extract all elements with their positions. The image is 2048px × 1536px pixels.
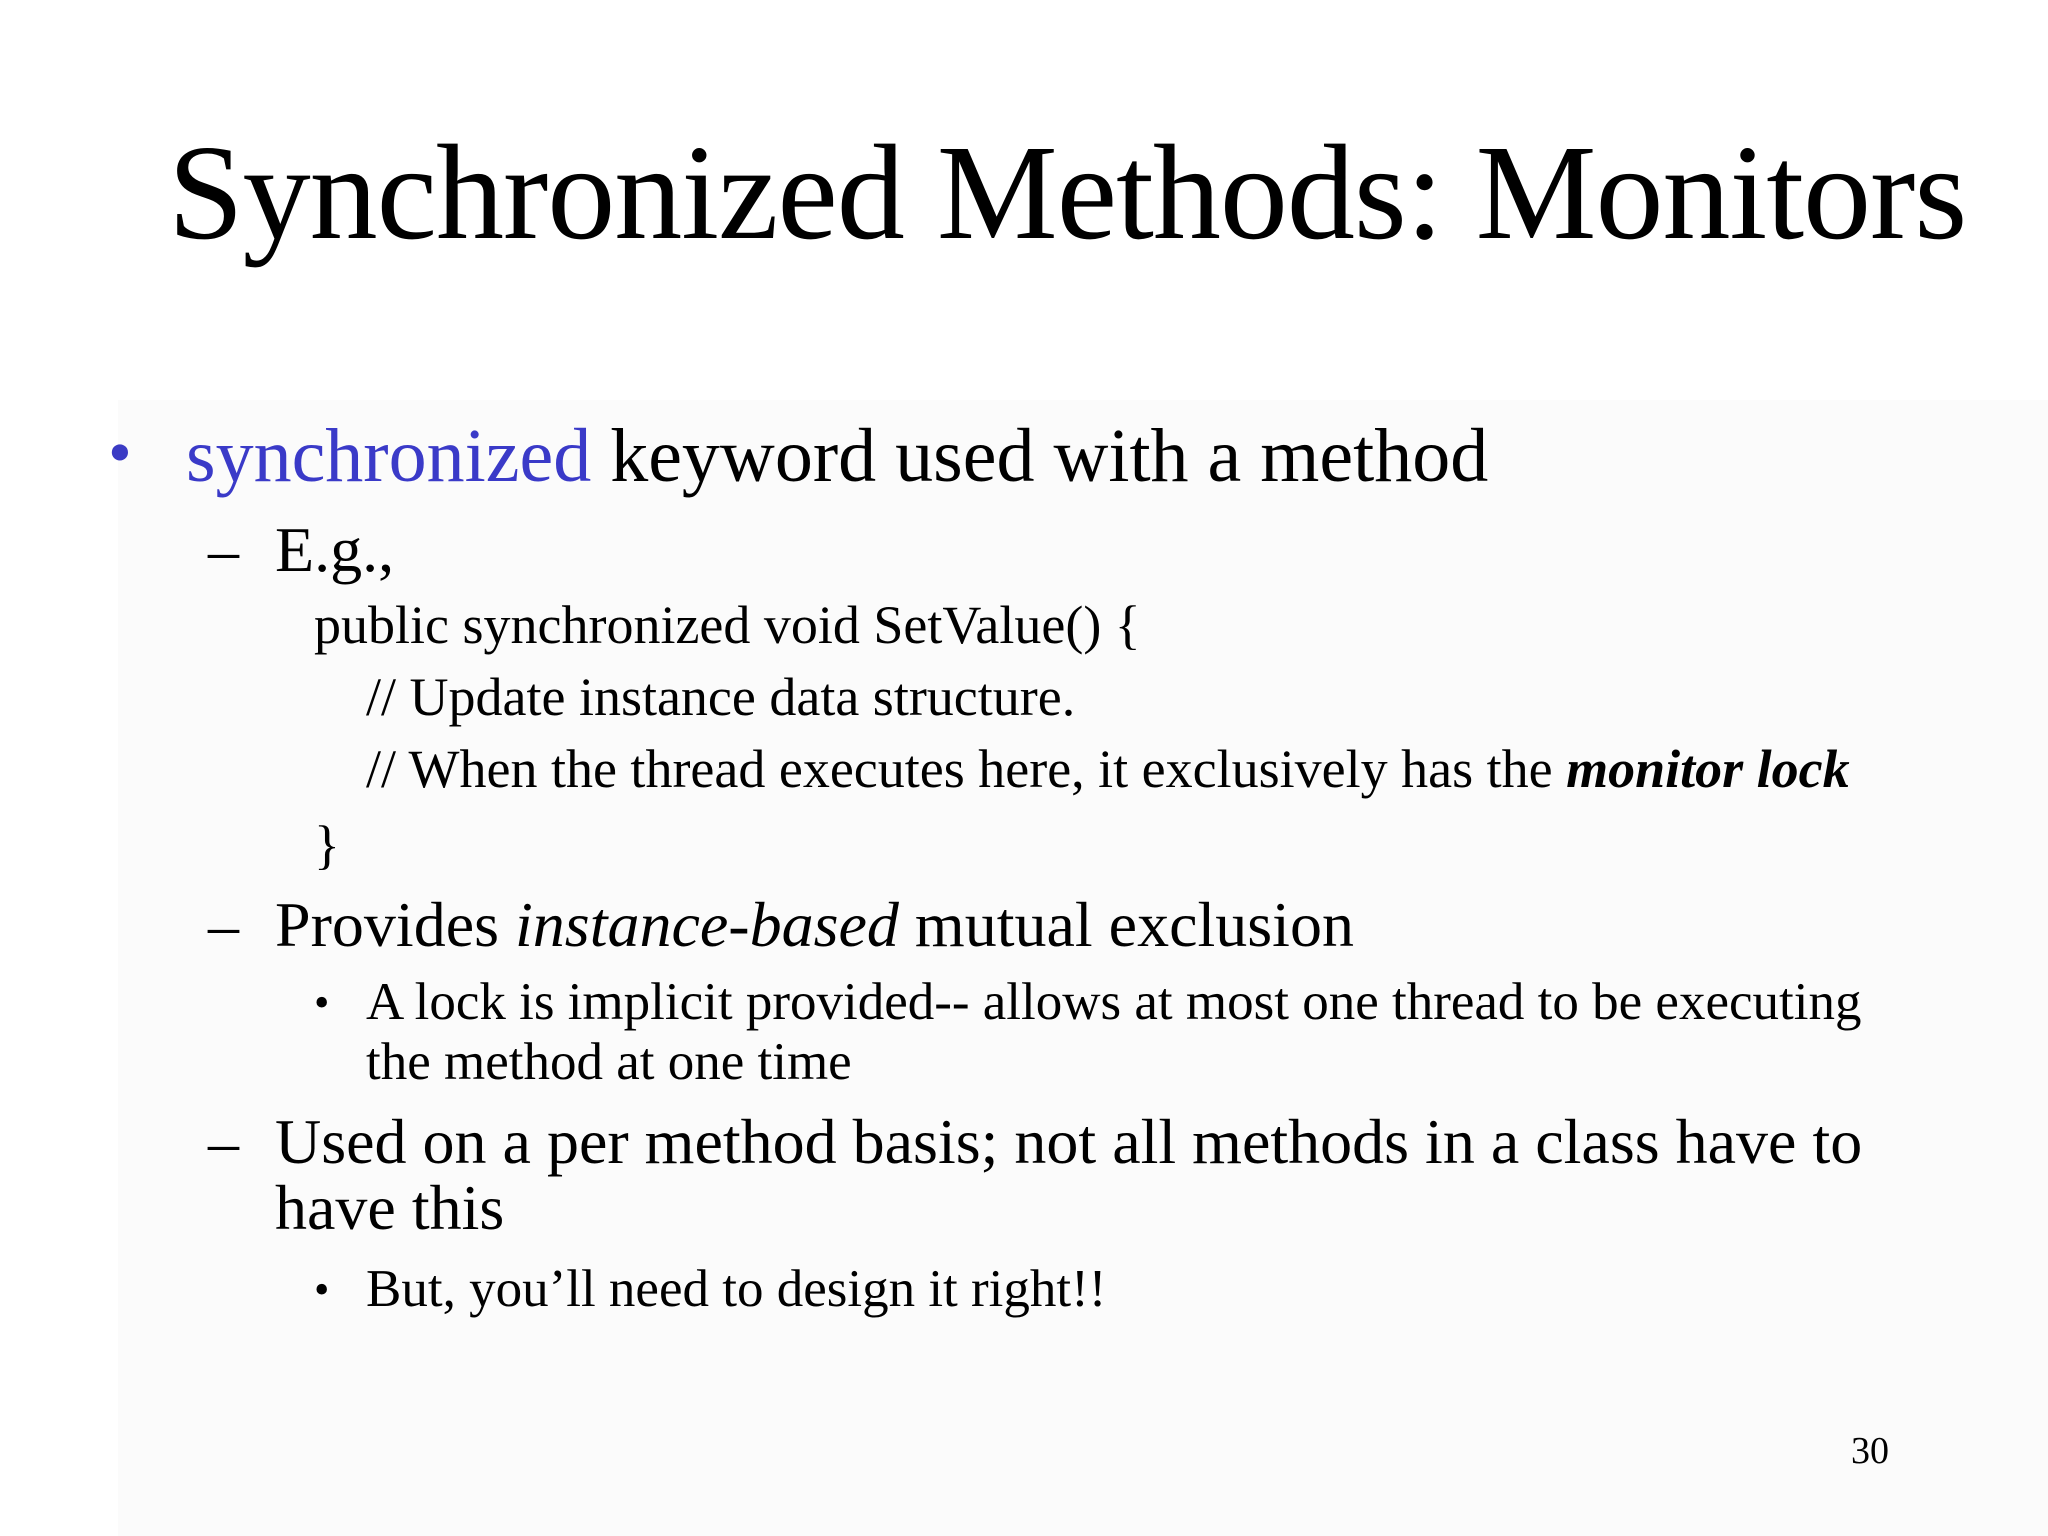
code-line-close-brace: }: [314, 815, 340, 875]
code-line-comment-lock: [366, 739, 1850, 799]
lock-line-2: the method at one time: [366, 1033, 852, 1091]
design-note: But, you’ll need to design it right!!: [366, 1260, 1107, 1318]
used-on-line-1: Used on a per method basis; not all methods in a class have to: [275, 1106, 1863, 1177]
instance-based-emphasis: instance-based: [515, 889, 899, 960]
lock-line-1: A lock is implicit provided-- allows at most one thread to be executing: [366, 973, 1862, 1031]
slide-title: Synchronized Methods: Monitors: [168, 118, 1967, 268]
code-line-signature: public synchronized void SetValue() {: [314, 595, 1141, 655]
code-comment-lock-text: // When the thread executes here, it exclusively has the: [366, 739, 1567, 799]
bullet-lock: •: [314, 978, 330, 1027]
example-label: E.g.,: [275, 514, 395, 585]
dash-example: –: [208, 517, 239, 585]
bullet-main: •: [108, 414, 132, 490]
code-line-comment-update: // Update instance data structure.: [366, 667, 1076, 727]
page-number: 30: [1851, 1430, 1889, 1472]
provides-before: Provides: [275, 889, 515, 960]
main-point: [186, 414, 1489, 498]
dash-used-on: –: [208, 1109, 239, 1177]
dash-provides: –: [208, 892, 239, 960]
bullet-design: •: [314, 1265, 330, 1314]
used-on-line-2: have this: [275, 1172, 505, 1243]
provides-after: mutual exclusion: [898, 889, 1354, 960]
provides-point: [275, 889, 1354, 960]
synchronized-keyword: synchronized: [186, 414, 592, 498]
slide-content-panel: [118, 400, 2048, 1536]
monitor-lock-emphasis: monitor lock: [1566, 739, 1850, 799]
main-point-rest: keyword used with a method: [591, 414, 1489, 498]
